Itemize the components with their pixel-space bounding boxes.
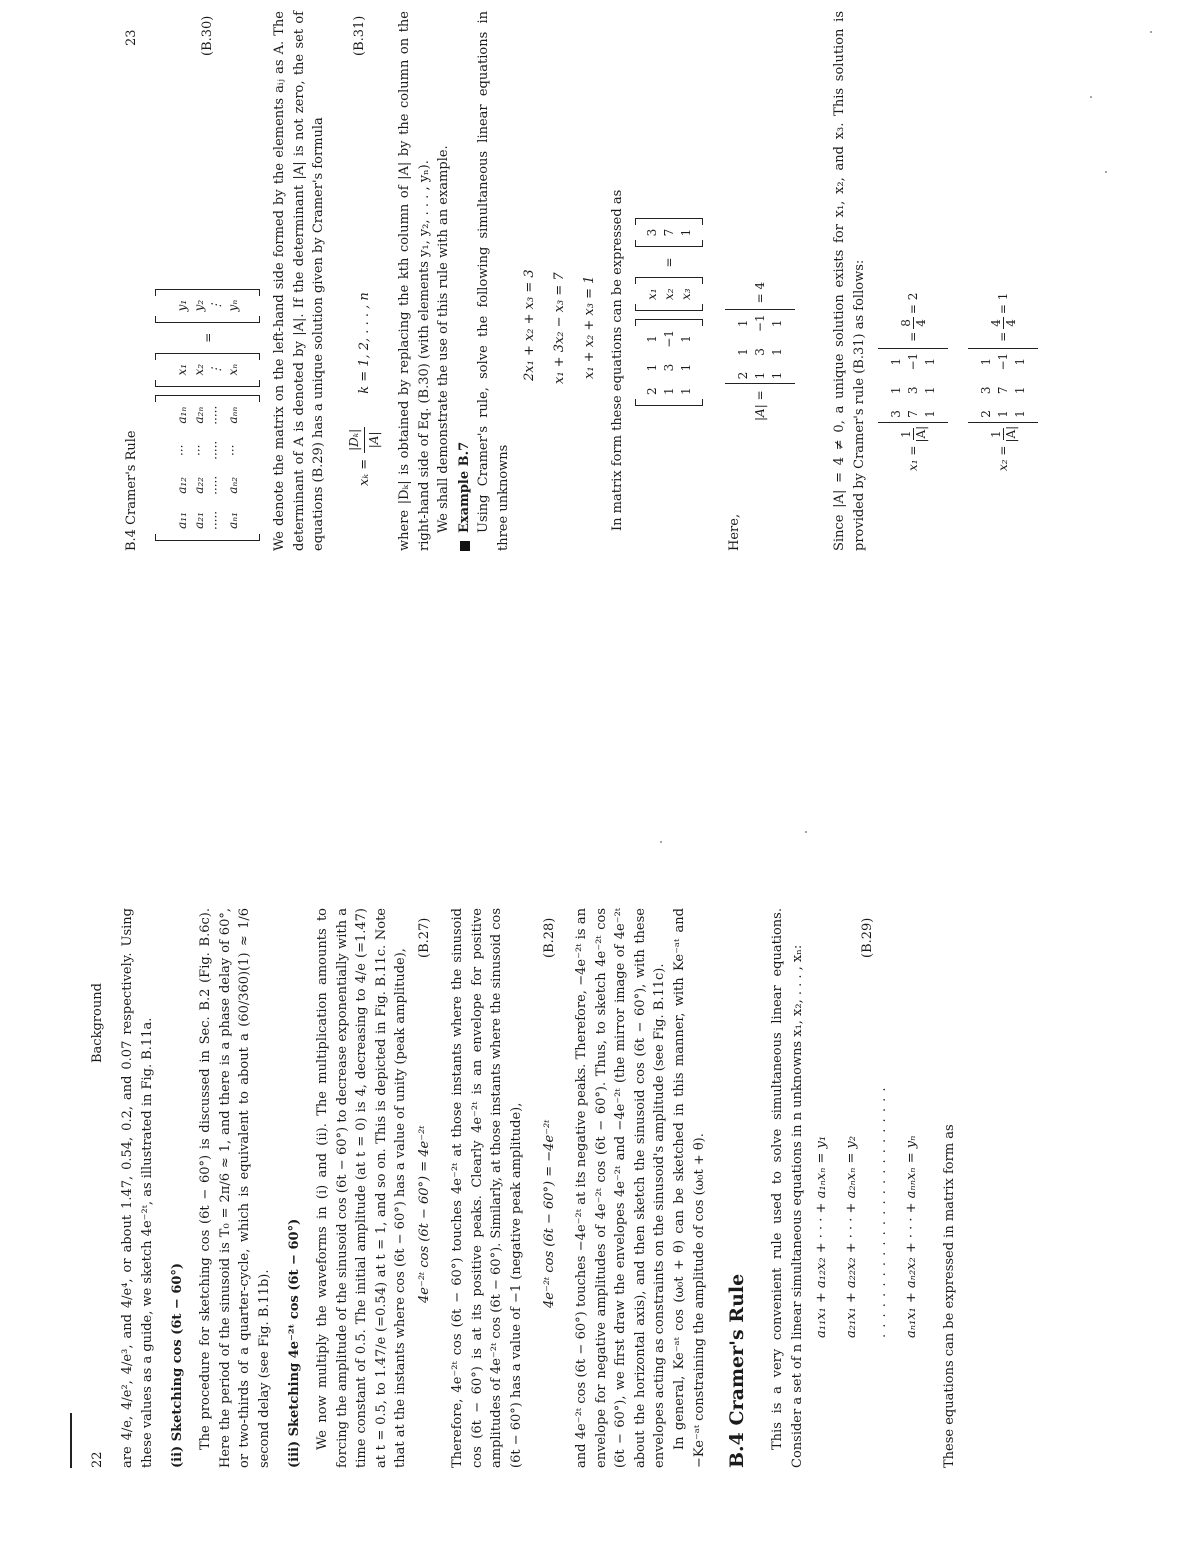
- x1-result-value: = 2: [906, 292, 920, 315]
- vector-cell: xₙ: [226, 363, 240, 376]
- vector-cell: y₂: [192, 299, 206, 312]
- x1-solution: [878, 293, 948, 471]
- determinant-cell: 1: [923, 410, 937, 418]
- matrix-cell: ···: [226, 444, 240, 457]
- determinant-cell: 1: [1013, 410, 1027, 418]
- equation-b31: [345, 292, 384, 486]
- determinant-cell: 1: [770, 348, 784, 356]
- matrix-cell: a₂ₙ: [192, 406, 206, 424]
- bracket: [635, 277, 703, 284]
- example-equation-3: x₁ + x₂ + x₃ = 1: [582, 275, 597, 379]
- after-b27-text: Therefore, 4e⁻²ᵗ cos (6t − 60°) touches 4e⁻²ᵗ at those instants where the sinusoid cos (6t − 60°) is at its positive peaks. Clearly 4e⁻²ᵗ is an envelope for positive amplitudes of 4e⁻²ᵗ cos (6t − 60°). Similarly, at those instants where the sinusoid cos (6t − 60°) has a value of −1 (negative peak amplitude),: [450, 908, 524, 1468]
- x2-lhs: x₂ =: [996, 445, 1010, 471]
- determinant-cell: −1: [906, 352, 920, 371]
- fraction-numerator: 1: [898, 430, 913, 438]
- y-vector: [173, 296, 242, 316]
- determinant-cell: 1: [996, 410, 1010, 418]
- example-coefficient-grid: [643, 326, 695, 399]
- left-page: [0, 777, 1200, 1553]
- vector-cell: x₂: [662, 288, 676, 301]
- example-equation-2: x₁ + 3x₂ − x₃ = 7: [552, 272, 567, 384]
- x1-result-fraction: [899, 317, 928, 329]
- determinant-cell: 3: [889, 410, 903, 418]
- matrix-cell: aₙ₁: [226, 512, 240, 529]
- matrix-cell: 1: [679, 387, 693, 395]
- matrix-cell: ···: [175, 444, 189, 457]
- determinant-cell: 2: [736, 371, 750, 380]
- equation-b27: 4e⁻²ᵗ cos (6t − 60°) = 4e⁻²ᵗ: [417, 1125, 432, 1303]
- determinant-cell: 1: [1013, 386, 1027, 395]
- matrix-cell: ·····: [209, 510, 223, 530]
- right-page: [0, 0, 1200, 776]
- equation-b31-lhs: xₖ =: [357, 458, 372, 486]
- determinant-bar: [968, 422, 1038, 423]
- sketch-product-heading: (iii) Sketching 4e⁻²ᵗ cos (6t − 60°): [287, 1218, 302, 1468]
- here-label: Here,: [727, 513, 742, 551]
- where-text: where |Dₖ| is obtained by replacing the kth column of |A| by the column on the right-hand side of Eq. (B.30) (with elements y₁, y₂, . . . , yₙ).: [397, 11, 432, 551]
- vector-cell: ⋮: [209, 363, 223, 376]
- determinant-cell: 3: [906, 386, 920, 395]
- bracket: [635, 319, 703, 326]
- example-title: Example B.7: [457, 441, 472, 533]
- matrix-cell: 2: [645, 387, 659, 395]
- bracket: [635, 399, 703, 406]
- fraction-numerator: 4: [988, 319, 1003, 327]
- vector-cell: 3: [645, 228, 659, 237]
- matrix-b30: [155, 289, 260, 541]
- fraction-numerator: 8: [898, 319, 913, 327]
- determinant-lhs: |A| =: [753, 390, 767, 421]
- x1-prefactor: [899, 426, 928, 443]
- x2-solution: [968, 293, 1038, 471]
- determinant-cell: 1: [770, 319, 784, 328]
- determinant-a: [725, 282, 795, 421]
- vector-cell: yₙ: [226, 299, 240, 312]
- determinant-cell: 1: [753, 371, 767, 380]
- determinant-cell: 1: [923, 357, 937, 366]
- denote-text: We denote the matrix on the left-hand side formed by the elements aᵢⱼ as A. The determinant of A is denoted by |A|. If the determinant |A| is not zero, the set of equations (B.29) has a unique solution given by Cramer's formula: [272, 11, 326, 551]
- bracket: [155, 289, 260, 296]
- fraction-denominator: |A|: [1003, 425, 1018, 443]
- sketch-product-text: We now multiply the waveforms in (i) and (ii). The multiplication amounts to forcing the amplitude of the sinusoid cos (6t − 60°) to decrease exponentially with a time constant of 0.5. The initial amplitude (at t = 0) is 4, decreasing to 4/e (=1.47) at t = 0.5, to 1.47/e (=0.54) at t = 1, and so on. This is depicted in Fig. B.11c. Note that at the instants where cos (6t − 60°) has a value of unity (peak amplitude),: [315, 908, 408, 1468]
- x1-determinant-grid: [887, 349, 939, 422]
- since-text: Since |A| = 4 ≠ 0, a unique solution exists for x₁, x₂, and x₃. This solution is provided by Cramer's rule (B.31) as follows:: [832, 11, 867, 551]
- bracket: [155, 534, 260, 541]
- determinant-cell: 7: [996, 386, 1010, 395]
- fraction-denominator: 4: [913, 319, 928, 327]
- equation-b29-line-3: . . . . . . . . . . . . . . . . . . . . . . . . .: [874, 1086, 889, 1338]
- fraction-denominator: |A|: [367, 431, 381, 449]
- right-page-number: 23: [124, 29, 139, 46]
- vector-cell: y₁: [175, 299, 189, 312]
- scan-speck: [1090, 96, 1092, 98]
- determinant-cell: 2: [979, 410, 993, 418]
- vector-cell: x₁: [645, 288, 659, 301]
- matrix-cell: 1: [645, 335, 659, 343]
- equation-b29-number: (B.29): [860, 917, 875, 958]
- determinant-bar: [968, 348, 1038, 349]
- matrix-cell: 1: [679, 335, 693, 343]
- scan-speck: [660, 841, 662, 843]
- matrix-cell: a₁ₙ: [175, 406, 189, 424]
- matrix-cell: a₂₂: [192, 477, 206, 494]
- x1-lhs: x₁ =: [906, 445, 920, 471]
- matrix-cell: −1: [662, 330, 676, 348]
- x-vector: [173, 360, 242, 380]
- determinant-cell: 1: [889, 357, 903, 366]
- example-rhs-vector: [643, 225, 695, 241]
- determinant-bar: [725, 309, 795, 310]
- matrix-cell: aₙ₂: [226, 476, 240, 494]
- fraction-denominator: 4: [1003, 319, 1018, 327]
- example-equation-1: 2x₁ + x₂ + x₃ = 3: [522, 269, 537, 381]
- equation-b30-number: (B.30): [200, 15, 215, 56]
- x1-result-equals: =: [906, 331, 920, 342]
- matrix-cell: 3: [662, 363, 676, 372]
- bracket: [635, 304, 703, 311]
- equation-b31-fraction: [345, 427, 384, 453]
- matrix-cell: a₁₁: [175, 512, 189, 529]
- closing-text: These equations can be expressed in matrix form as: [942, 1124, 957, 1468]
- after-b28-text: and 4e⁻²ᵗ cos (6t − 60°) touches −4e⁻²ᵗ at its negative peaks. Therefore, −4e⁻²ᵗ is an envelope for negative amplitudes of 4e⁻²ᵗ cos (6t − 60°). Thus, to sketch 4e⁻²ᵗ cos (6t − 60°), we first draw the envelopes 4e⁻²ᵗ and −4e⁻²ᵗ (the mirror image of 4e⁻²ᵗ about the horizontal axis), and then sketch the sinusoid cos (6t − 60°), with these envelopes acting as constraints on the sinusoid's amplitude (see Fig. B.11c).: [574, 908, 667, 1468]
- fraction-denominator: |A|: [913, 425, 928, 443]
- matrix-cell: 1: [679, 363, 693, 372]
- example-x-vector: [643, 284, 695, 304]
- equation-b29-line-2: a₂₁x₁ + a₂₂x₂ + · · · + a₂ₙxₙ = y₂: [844, 1135, 859, 1338]
- equals-sign: =: [200, 332, 215, 343]
- determinant-cell: 1: [736, 319, 750, 328]
- determinant-cell: 1: [979, 357, 993, 366]
- equals-sign: =: [662, 257, 676, 268]
- matrix-cell: aₙₙ: [226, 406, 240, 424]
- matrix-cell: 1: [645, 363, 659, 372]
- determinant-cell: 1: [923, 386, 937, 395]
- determinant-bar: [878, 348, 948, 349]
- right-running-head: B.4 Cramer's Rule: [124, 430, 139, 551]
- equation-b31-number: (B.31): [352, 15, 367, 56]
- scan-speck: [1150, 31, 1152, 33]
- top-rule: [70, 1413, 72, 1468]
- scan-speck: [805, 831, 807, 833]
- matrix-cell: ···: [192, 444, 206, 457]
- x2-determinant-grid: [977, 349, 1029, 422]
- determinant-bar: [878, 422, 948, 423]
- fraction-numerator: 1: [988, 430, 1003, 438]
- matrix-cell: 1: [662, 387, 676, 395]
- equation-b28: 4e⁻²ᵗ cos (6t − 60°) = −4e⁻²ᵗ: [542, 1119, 557, 1308]
- matrix-cell: a₂₁: [192, 512, 206, 529]
- determinant-cell: 1: [889, 386, 903, 395]
- vector-cell: x₁: [175, 363, 189, 376]
- bracket: [155, 353, 260, 360]
- determinant-cell: −1: [753, 314, 767, 333]
- x2-result-fraction: [989, 317, 1018, 329]
- x2-prefactor: [989, 426, 1018, 443]
- equation-b29-line-4: aₙ₁x₁ + aₙ₂x₂ + · · · + aₙₙxₙ = yₙ: [904, 1135, 919, 1338]
- example-marker-icon: [460, 541, 470, 551]
- section-intro-text: This is a very convenient rule used to solve simultaneous linear equations. Consider a set of n linear simultaneous equations in n unknowns x₁, x₂, . . . , xₙ:: [770, 908, 805, 1468]
- bracket: [155, 395, 260, 402]
- bracket: [155, 316, 260, 323]
- x2-result-equals: =: [996, 331, 1010, 342]
- determinant-grid: [734, 310, 786, 383]
- vector-cell: x₂: [192, 363, 206, 376]
- equation-b28-number: (B.28): [542, 917, 557, 958]
- matrix-form-text: In matrix form these equations can be expressed as: [610, 189, 625, 531]
- bracket: [635, 218, 703, 225]
- vector-cell: 7: [662, 228, 676, 237]
- section-heading: B.4 Cramer's Rule: [726, 1273, 748, 1468]
- x2-result-value: = 1: [996, 292, 1010, 315]
- left-running-head: Background: [90, 983, 105, 1063]
- determinant-cell: 7: [906, 410, 920, 418]
- example-intro-text: Using Cramer's rule, solve the following simultaneous linear equations in three unknowns: [476, 11, 511, 551]
- vector-cell: ⋮: [209, 299, 223, 312]
- left-page-number: 22: [90, 1451, 105, 1468]
- equation-b29-line-1: a₁₁x₁ + a₁₂x₂ + · · · + a₁ₙxₙ = y₁: [814, 1135, 829, 1338]
- equation-b27-number: (B.27): [417, 917, 432, 958]
- determinant-bar: [725, 383, 795, 384]
- example-matrix: [635, 218, 703, 406]
- general-text: In general, Ke⁻ᵃᵗ cos (ω₀t + θ) can be sketched in this manner, with Ke⁻ᵃᵗ and −Ke⁻ᵃᵗ constraining the amplitude of cos (ω₀t + θ).: [672, 908, 707, 1468]
- vector-cell: x₃: [679, 288, 693, 301]
- determinant-cell: 1: [770, 371, 784, 380]
- equation-b31-range: k = 1, 2, . . . , n: [357, 292, 372, 394]
- matrix-cell: ·····: [209, 440, 223, 460]
- intro-text: are 4/e, 4/e², 4/e³, and 4/e⁴, or about 1.47, 0.54, 0.2, and 0.07 respectively. Using these values as a guide, we sketch 4e⁻²ᵗ, as illustrated in Fig. B.11a.: [120, 908, 155, 1468]
- matrix-cell: ·····: [209, 405, 223, 425]
- bracket: [635, 240, 703, 247]
- determinant-result: = 4: [753, 281, 767, 304]
- matrix-cell: ·····: [209, 475, 223, 495]
- coefficient-grid: [173, 402, 242, 534]
- fraction-numerator: |Dₖ|: [345, 427, 365, 453]
- determinant-cell: 3: [979, 386, 993, 395]
- determinant-cell: 1: [1013, 357, 1027, 366]
- determinant-cell: 3: [753, 348, 767, 356]
- determinant-cell: −1: [996, 352, 1010, 371]
- demonstrate-text: We shall demonstrate the use of this rule with an example.: [436, 145, 451, 533]
- sketch-cos-text: The procedure for sketching cos (6t − 60°) is discussed in Sec. B.2 (Fig. B.6c). Here the period of the sinusoid is T₀ = 2π/6 ≈ 1, and there is a phase delay of 60°, or two-thirds of a quarter-cycle, which is equivalent to about a (60/360)(1) ≈ 1/6 second delay (see Fig. B.11b).: [198, 908, 272, 1468]
- bracket: [155, 380, 260, 387]
- scan-speck: [1105, 171, 1107, 173]
- determinant-cell: 1: [736, 348, 750, 356]
- vector-cell: 1: [679, 228, 693, 237]
- matrix-cell: a₁₂: [175, 477, 189, 494]
- sketch-cos-heading: (ii) Sketching cos (6t − 60°): [170, 1262, 185, 1468]
